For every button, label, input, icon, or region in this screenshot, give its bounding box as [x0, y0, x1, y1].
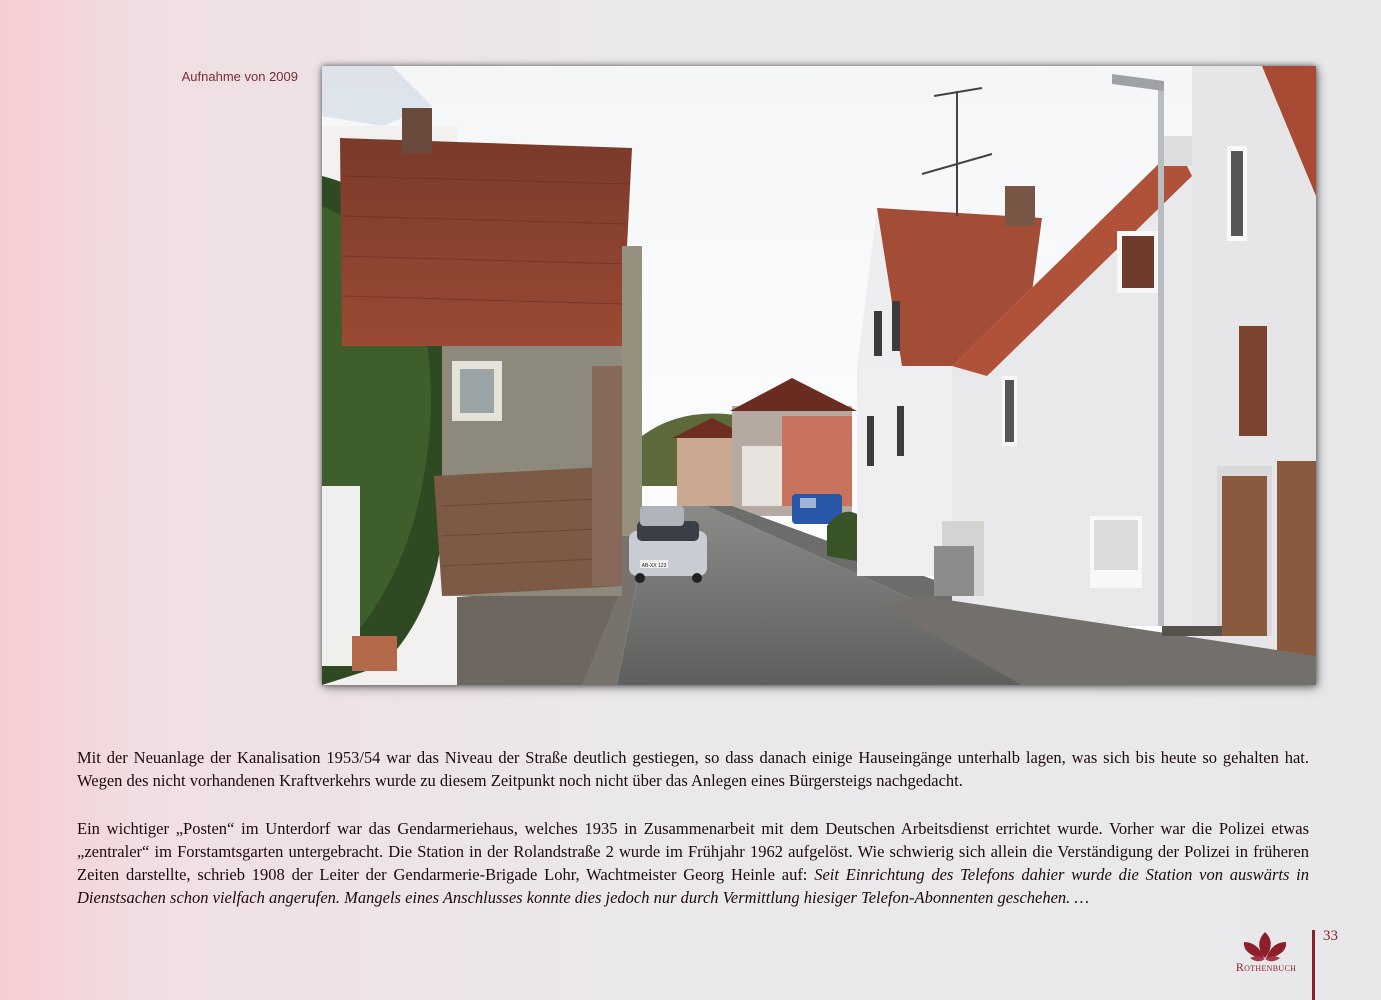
page-number-bar — [1312, 930, 1315, 1000]
body-text — [77, 746, 1309, 934]
page-number: 33 — [1323, 928, 1338, 944]
paragraph-2-text: Ein wichtiger „Posten“ im Unterdorf war das Gendarmeriehaus, welches 1935 in Zusammenarbeit mit dem Deutschen Arbeitsdienst errichtet wurde. Vorher war die Polizei etwas „zentraler“ im Forstamtsgarten untergebracht. Die Station in der Rolandstraße 2 wurde im Frühjahr 1962 aufgelöst. Wie schwierig sich allein die Verständigung der Polizei in früheren Zeiten darstellte, schrieb 1908 der Leiter der Gendarmerie-Brigade Lohr, Wachtmeister Georg Heinle auf: — [77, 819, 1309, 884]
paragraph-2-quote: Seit Einrichtung des Telefons dahier wurde die Station von auswärts in Dienstsachen schon vielfach angerufen. Mangels eines Anschlusses konnte dies jedoch nur durch Vermittlung hiesiger Telefon-Abonnenten geschehen. … — [77, 865, 1309, 907]
photo-caption: Aufnahme von 2009 — [181, 69, 298, 84]
paragraph-1: Mit der Neuanlage der Kanalisation 1953/54 war das Niveau der Straße deutlich gestiegen, so dass danach einige Hauseingänge unterhalb lagen, was sich bis heute so gehalten hat. Wegen des nicht vorhandenen Kraftverkehrs wurde zu diesem Zeitpunkt noch nicht über das Anlegen eines Bürgersteigs nachgedacht. — [77, 748, 1309, 790]
street-photo — [322, 66, 1316, 685]
paragraph-2 — [77, 817, 1309, 909]
license-plate: AB-XX 123 — [641, 563, 667, 569]
logo-text: Rothenbuch — [1235, 960, 1297, 974]
